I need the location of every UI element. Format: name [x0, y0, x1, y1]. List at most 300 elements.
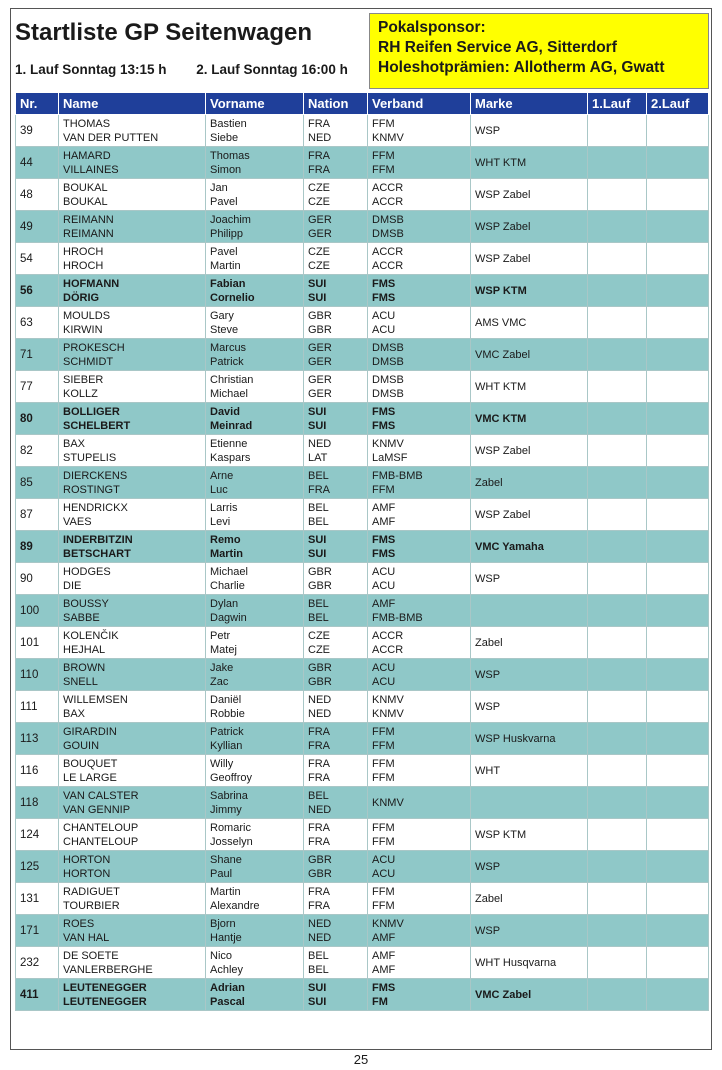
- vorname-cell-line-2: Cornelio: [210, 291, 255, 304]
- verband-cell-line-1: DMSB: [372, 341, 404, 354]
- name-cell-line-2: VAN DER PUTTEN: [63, 131, 159, 144]
- table-row: [16, 627, 709, 659]
- name-cell: [59, 723, 206, 755]
- page-title: Startliste GP Seitenwagen: [15, 19, 312, 46]
- name-cell: [59, 275, 206, 307]
- name-cell-line-1: HOFMANN: [63, 277, 120, 290]
- table-row: [16, 147, 709, 179]
- verband-cell-line-1: ACU: [372, 661, 396, 674]
- vorname-cell-line-1: Petr: [210, 629, 231, 642]
- table-row: [16, 851, 709, 883]
- lauf2-cell: [647, 947, 709, 979]
- name-cell-line-2: BOUKAL: [63, 195, 108, 208]
- name-cell-line-2: SNELL: [63, 675, 98, 688]
- name-cell-line-2: GOUIN: [63, 739, 100, 752]
- name-cell: [59, 147, 206, 179]
- start-number-cell: [16, 339, 59, 371]
- name-cell-line-2: BETSCHART: [63, 547, 131, 560]
- start-number-cell-line-1: 89: [20, 540, 33, 553]
- lauf2-cell: [647, 339, 709, 371]
- nation-cell-line-1: CZE: [308, 181, 330, 194]
- vorname-cell-line-2: Kyllian: [210, 739, 243, 752]
- verband-cell-line-2: ACU: [372, 867, 396, 880]
- table-row: [16, 531, 709, 563]
- nation-cell: [304, 947, 368, 979]
- table-row: [16, 563, 709, 595]
- lauf2-cell: [647, 307, 709, 339]
- vorname-cell-line-2: Paul: [210, 867, 233, 880]
- name-cell-line-1: THOMAS: [63, 117, 111, 130]
- nation-cell: [304, 563, 368, 595]
- lauf2-cell: [647, 499, 709, 531]
- name-cell-line-1: ROES: [63, 917, 95, 930]
- nation-cell-line-2: CZE: [308, 643, 330, 656]
- nation-cell-line-1: BEL: [308, 501, 329, 514]
- nation-cell-line-2: FRA: [308, 835, 330, 848]
- marke-cell: [471, 659, 588, 691]
- lauf1-cell: [588, 147, 647, 179]
- lauf2-cell: [647, 883, 709, 915]
- vorname-cell-line-1: Daniël: [210, 693, 242, 706]
- marke-cell: [471, 211, 588, 243]
- start-number-cell-line-1: 111: [20, 700, 38, 713]
- vorname-cell-line-2: Pavel: [210, 195, 238, 208]
- lauf1-cell: [588, 915, 647, 947]
- start-number-cell-line-1: 124: [20, 828, 40, 841]
- marke-cell: [471, 275, 588, 307]
- marke-cell: [471, 339, 588, 371]
- start-number-cell: [16, 211, 59, 243]
- lauf2-cell: [647, 691, 709, 723]
- verband-cell: [368, 947, 471, 979]
- marke-cell: [471, 243, 588, 275]
- name-cell-line-1: BROWN: [63, 661, 106, 674]
- name-cell-line-1: GIRARDIN: [63, 725, 117, 738]
- lauf1-cell: [588, 307, 647, 339]
- name-cell-line-1: DE SOETE: [63, 949, 119, 962]
- nation-cell-line-2: NED: [308, 803, 332, 816]
- vorname-cell-line-2: Robbie: [210, 707, 245, 720]
- name-cell: [59, 595, 206, 627]
- verband-cell: [368, 851, 471, 883]
- start-number-cell: [16, 563, 59, 595]
- verband-cell: [368, 307, 471, 339]
- marke-cell-line-1: WSP Zabel: [475, 444, 531, 457]
- name-cell: [59, 403, 206, 435]
- verband-cell-line-1: DMSB: [372, 213, 404, 226]
- start-number-cell-line-1: 118: [20, 796, 39, 809]
- start-number-cell-line-1: 56: [20, 284, 33, 297]
- start-number-cell-line-1: 100: [20, 604, 40, 617]
- verband-cell-line-1: FFM: [372, 757, 395, 770]
- nation-cell-line-2: BEL: [308, 611, 329, 624]
- lauf2-cell: [647, 467, 709, 499]
- vorname-cell-line-2: Michael: [210, 387, 248, 400]
- verband-cell: [368, 915, 471, 947]
- lauf1-cell: [588, 435, 647, 467]
- nation-cell: [304, 659, 368, 691]
- marke-cell-line-1: VMC Zabel: [475, 348, 531, 361]
- nation-cell-line-2: FRA: [308, 163, 330, 176]
- lauf1-cell: [588, 595, 647, 627]
- vorname-cell: [206, 467, 304, 499]
- table-row: [16, 691, 709, 723]
- table-row: [16, 787, 709, 819]
- start-number-cell: [16, 723, 59, 755]
- verband-cell-line-2: AMF: [372, 963, 396, 976]
- marke-cell-line-1: WSP: [475, 860, 501, 873]
- name-cell-line-2: VAES: [63, 515, 92, 528]
- vorname-cell: [206, 563, 304, 595]
- nation-cell-line-1: NED: [308, 917, 332, 930]
- lauf1-cell: [588, 403, 647, 435]
- nation-cell: [304, 243, 368, 275]
- nation-cell-line-2: FRA: [308, 483, 330, 496]
- lauf2-cell: [647, 147, 709, 179]
- sponsor-line-3: Holeshotprämien: Allotherm AG, Gwatt: [378, 59, 665, 76]
- nation-cell-line-1: GER: [308, 341, 332, 354]
- vorname-cell-line-2: Pascal: [210, 995, 245, 1008]
- verband-cell-line-2: LaMSF: [372, 451, 408, 464]
- marke-cell: [471, 147, 588, 179]
- start-number-cell-line-1: 49: [20, 220, 33, 233]
- vorname-cell: [206, 659, 304, 691]
- sponsor-box: [369, 13, 709, 89]
- verband-cell: [368, 211, 471, 243]
- marke-cell-line-1: WSP: [475, 924, 501, 937]
- lauf2-cell: [647, 915, 709, 947]
- start-number-cell-line-1: 54: [20, 252, 33, 265]
- vorname-cell-line-2: Hantje: [210, 931, 242, 944]
- verband-cell-line-1: ACU: [372, 309, 396, 322]
- nation-cell-line-2: GER: [308, 387, 332, 400]
- nation-cell-line-1: FRA: [308, 149, 330, 162]
- marke-cell-line-1: WSP: [475, 668, 501, 681]
- vorname-cell-line-1: Marcus: [210, 341, 247, 354]
- vorname-cell-line-1: Fabian: [210, 277, 246, 290]
- nation-cell-line-1: BEL: [308, 789, 329, 802]
- vorname-cell-line-1: Jake: [210, 661, 234, 674]
- vorname-cell: [206, 787, 304, 819]
- verband-cell-line-1: DMSB: [372, 373, 404, 386]
- lauf1-cell: [588, 467, 647, 499]
- lauf1-cell: [588, 211, 647, 243]
- vorname-cell-line-1: David: [210, 405, 240, 418]
- vorname-cell-line-2: Patrick: [210, 355, 244, 368]
- nation-cell: [304, 499, 368, 531]
- nation-cell: [304, 403, 368, 435]
- column-header-verband: Verband: [368, 93, 471, 115]
- lauf1-cell: [588, 243, 647, 275]
- vorname-cell: [206, 947, 304, 979]
- name-cell-line-1: LEUTENEGGER: [63, 981, 147, 994]
- lauf1-cell: [588, 979, 647, 1011]
- start-number-cell-line-1: 113: [20, 732, 39, 745]
- verband-cell: [368, 979, 471, 1011]
- vorname-cell-line-1: Christian: [210, 373, 254, 386]
- marke-cell-line-1: WHT KTM: [475, 380, 527, 393]
- vorname-cell-line-1: Larris: [210, 501, 238, 514]
- vorname-cell: [206, 435, 304, 467]
- vorname-cell: [206, 403, 304, 435]
- lauf2-cell: [647, 275, 709, 307]
- vorname-cell-line-2: Kaspars: [210, 451, 251, 464]
- start-number-cell-line-1: 125: [20, 860, 40, 873]
- start-number-cell: [16, 499, 59, 531]
- nation-cell: [304, 147, 368, 179]
- name-cell: [59, 467, 206, 499]
- verband-cell-line-1: AMF: [372, 597, 396, 610]
- vorname-cell: [206, 883, 304, 915]
- start-number-cell-line-1: 39: [20, 124, 33, 137]
- nation-cell-line-1: BEL: [308, 469, 329, 482]
- table-row: [16, 659, 709, 691]
- start-number-cell-line-1: 87: [20, 508, 33, 521]
- table-row: [16, 179, 709, 211]
- marke-cell-line-1: VMC Yamaha: [475, 540, 544, 553]
- nation-cell: [304, 115, 368, 147]
- lauf1-cell: [588, 179, 647, 211]
- vorname-cell: [206, 819, 304, 851]
- verband-cell-line-2: FFM: [372, 899, 395, 912]
- nation-cell: [304, 755, 368, 787]
- start-number-cell-line-1: 101: [20, 636, 40, 649]
- name-cell: [59, 371, 206, 403]
- vorname-cell-line-2: Dagwin: [210, 611, 247, 624]
- start-number-cell: [16, 979, 59, 1011]
- nation-cell-line-1: GER: [308, 373, 332, 386]
- vorname-cell-line-1: Bastien: [210, 117, 247, 130]
- race-times: [15, 62, 348, 77]
- name-cell: [59, 339, 206, 371]
- vorname-cell-line-2: Steve: [210, 323, 239, 336]
- verband-cell-line-2: FFM: [372, 771, 395, 784]
- column-header-vorname: Vorname: [206, 93, 304, 115]
- verband-cell-line-1: FFM: [372, 885, 395, 898]
- marke-cell: [471, 435, 588, 467]
- vorname-cell-line-2: Charlie: [210, 579, 245, 592]
- marke-cell-line-1: Zabel: [475, 476, 503, 489]
- marke-cell: [471, 563, 588, 595]
- name-cell: [59, 243, 206, 275]
- verband-cell-line-1: ACU: [372, 565, 396, 578]
- marke-cell: [471, 691, 588, 723]
- verband-cell: [368, 147, 471, 179]
- verband-cell-line-2: AMF: [372, 515, 396, 528]
- marke-cell: [471, 179, 588, 211]
- nation-cell-line-1: SUI: [308, 981, 327, 994]
- start-number-cell: [16, 147, 59, 179]
- name-cell-line-1: HROCH: [63, 245, 104, 258]
- nation-cell-line-1: SUI: [308, 277, 327, 290]
- start-number-cell: [16, 307, 59, 339]
- marke-cell: [471, 883, 588, 915]
- vorname-cell-line-1: Adrian: [210, 981, 245, 994]
- lauf1-cell: [588, 755, 647, 787]
- table-row: [16, 275, 709, 307]
- lauf2-cell: [647, 595, 709, 627]
- name-cell-line-1: RADIGUET: [63, 885, 120, 898]
- vorname-cell-line-2: Luc: [210, 483, 228, 496]
- name-cell-line-1: HODGES: [63, 565, 111, 578]
- lauf2-cell: [647, 371, 709, 403]
- start-number-cell: [16, 883, 59, 915]
- vorname-cell-line-2: Zac: [210, 675, 229, 688]
- vorname-cell-line-1: Dylan: [210, 597, 239, 610]
- verband-cell: [368, 883, 471, 915]
- start-number-cell: [16, 179, 59, 211]
- verband-cell-line-2: ACU: [372, 323, 396, 336]
- table-row: [16, 243, 709, 275]
- table-row: [16, 915, 709, 947]
- name-cell-line-2: SCHMIDT: [63, 355, 114, 368]
- lauf1-cell: [588, 339, 647, 371]
- lauf1-cell: [588, 947, 647, 979]
- lauf1-cell: [588, 371, 647, 403]
- start-number-cell-line-1: 77: [20, 380, 33, 393]
- column-header-lauf2: 2.Lauf: [647, 93, 709, 115]
- start-number-cell-line-1: 80: [20, 412, 33, 425]
- name-cell-line-1: KOLENČIK: [63, 629, 119, 642]
- start-number-cell: [16, 115, 59, 147]
- nation-cell: [304, 787, 368, 819]
- marke-cell: [471, 851, 588, 883]
- column-header-nation: Nation: [304, 93, 368, 115]
- name-cell-line-2: TOURBIER: [63, 899, 120, 912]
- verband-cell-line-1: ACU: [372, 853, 396, 866]
- lauf2-cell: [647, 243, 709, 275]
- verband-cell-line-2: FFM: [372, 163, 395, 176]
- name-cell-line-1: REIMANN: [63, 213, 114, 226]
- name-cell: [59, 531, 206, 563]
- marke-cell-line-1: WSP KTM: [475, 284, 527, 297]
- name-cell: [59, 787, 206, 819]
- nation-cell-line-2: SUI: [308, 547, 327, 560]
- name-cell: [59, 883, 206, 915]
- start-number-cell-line-1: 90: [20, 572, 33, 585]
- nation-cell: [304, 627, 368, 659]
- nation-cell-line-2: CZE: [308, 195, 330, 208]
- table-row: [16, 723, 709, 755]
- verband-cell-line-2: DMSB: [372, 387, 404, 400]
- verband-cell-line-2: ACCR: [372, 643, 404, 656]
- verband-cell: [368, 115, 471, 147]
- start-number-cell-line-1: 85: [20, 476, 33, 489]
- nation-cell: [304, 851, 368, 883]
- name-cell-line-2: BAX: [63, 707, 86, 720]
- start-number-cell: [16, 467, 59, 499]
- name-cell: [59, 115, 206, 147]
- verband-cell-line-1: AMF: [372, 949, 396, 962]
- verband-cell: [368, 691, 471, 723]
- name-cell: [59, 947, 206, 979]
- nation-cell: [304, 371, 368, 403]
- nation-cell: [304, 307, 368, 339]
- vorname-cell: [206, 627, 304, 659]
- start-number-cell-line-1: 71: [20, 348, 33, 361]
- name-cell: [59, 627, 206, 659]
- verband-cell-line-2: FMS: [372, 291, 396, 304]
- marke-cell: [471, 595, 588, 627]
- lauf2-cell: [647, 851, 709, 883]
- name-cell-line-1: INDERBITZIN: [63, 533, 133, 546]
- vorname-cell-line-1: Romaric: [210, 821, 251, 834]
- nation-cell-line-2: CZE: [308, 259, 330, 272]
- name-cell: [59, 211, 206, 243]
- name-cell-line-2: STUPELIS: [63, 451, 117, 464]
- name-cell-line-2: HROCH: [63, 259, 104, 272]
- vorname-cell: [206, 179, 304, 211]
- nation-cell-line-1: FRA: [308, 725, 330, 738]
- nation-cell-line-1: FRA: [308, 117, 330, 130]
- name-cell-line-1: BAX: [63, 437, 86, 450]
- verband-cell-line-1: ACCR: [372, 181, 404, 194]
- verband-cell-line-2: FM: [372, 995, 388, 1008]
- nation-cell-line-2: NED: [308, 707, 332, 720]
- vorname-cell-line-1: Pavel: [210, 245, 238, 258]
- verband-cell: [368, 435, 471, 467]
- start-number-cell-line-1: 232: [20, 956, 40, 969]
- verband-cell-line-2: KNMV: [372, 131, 404, 144]
- vorname-cell-line-2: Philipp: [210, 227, 244, 240]
- start-number-cell: [16, 947, 59, 979]
- vorname-cell-line-2: Siebe: [210, 131, 239, 144]
- marke-cell: [471, 403, 588, 435]
- marke-cell-line-1: WSP Zabel: [475, 508, 531, 521]
- verband-cell: [368, 499, 471, 531]
- verband-cell-line-1: KNMV: [372, 693, 404, 706]
- vorname-cell-line-2: Levi: [210, 515, 231, 528]
- nation-cell-line-1: BEL: [308, 597, 329, 610]
- start-number-cell: [16, 275, 59, 307]
- vorname-cell-line-1: Michael: [210, 565, 248, 578]
- lauf2-cell: [647, 723, 709, 755]
- vorname-cell: [206, 339, 304, 371]
- name-cell-line-1: BOLLIGER: [63, 405, 120, 418]
- vorname-cell-line-2: Matej: [210, 643, 237, 656]
- marke-cell: [471, 499, 588, 531]
- name-cell-line-1: CHANTELOUP: [63, 821, 139, 834]
- name-cell-line-2: DÖRIG: [63, 291, 100, 304]
- verband-cell: [368, 755, 471, 787]
- verband-cell-line-1: FMS: [372, 277, 396, 290]
- table-row: [16, 339, 709, 371]
- lauf1-cell: [588, 883, 647, 915]
- verband-cell-line-1: FFM: [372, 149, 395, 162]
- vorname-cell-line-1: Sabrina: [210, 789, 248, 802]
- table-row: [16, 211, 709, 243]
- vorname-cell: [206, 915, 304, 947]
- start-number-cell-line-1: 411: [20, 988, 39, 1001]
- vorname-cell-line-1: Bjorn: [210, 917, 236, 930]
- nation-cell: [304, 819, 368, 851]
- start-number-cell: [16, 531, 59, 563]
- marke-cell-line-1: Zabel: [475, 892, 503, 905]
- start-number-cell: [16, 851, 59, 883]
- nation-cell-line-1: CZE: [308, 245, 330, 258]
- name-cell-line-2: LE LARGE: [63, 771, 117, 784]
- start-number-cell-line-1: 82: [20, 444, 33, 457]
- verband-cell-line-2: AMF: [372, 931, 396, 944]
- start-number-cell: [16, 659, 59, 691]
- vorname-cell-line-1: Arne: [210, 469, 234, 482]
- name-cell: [59, 563, 206, 595]
- name-cell-line-2: KIRWIN: [63, 323, 103, 336]
- name-cell: [59, 915, 206, 947]
- nation-cell-line-2: NED: [308, 131, 332, 144]
- vorname-cell-line-1: Joachim: [210, 213, 251, 226]
- name-cell-line-1: MOULDS: [63, 309, 111, 322]
